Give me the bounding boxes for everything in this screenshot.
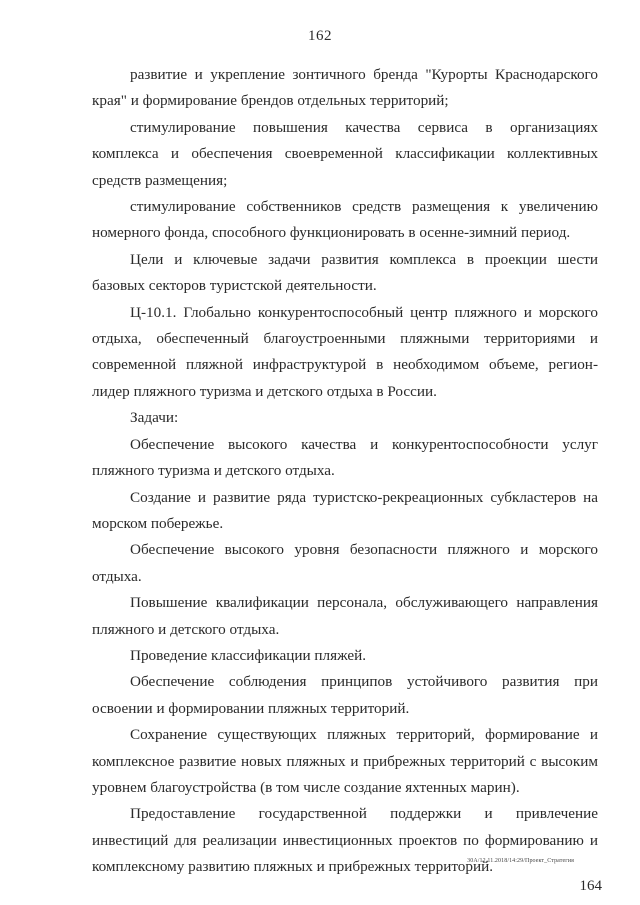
paragraph-service-quality: стимулирование повышения качества сервиса в организациях комплекса и обеспечения своевременной классификации коллективных средств размещения; <box>92 118 598 189</box>
paragraph-task-beach-territories: Сохранение существующих пляжных территорий, формирование и комплексное развитие новых пляжных и прибрежных территорий с высоким уровнем благоустройства (в том числе создание яхтенных марин). <box>92 726 598 796</box>
paragraph-task-subclusters: Создание и развитие ряда туристско-рекреационных субкластеров на морском побережье. <box>92 488 598 532</box>
paragraph-task-sustainability: Обеспечение соблюдения принципов устойчивого развития при освоении и формировании пляжных территорий. <box>92 673 598 717</box>
paragraph-task-staff: Повышение квалификации персонала, обслуживающего направления пляжного и детского отдыха. <box>92 594 598 638</box>
paragraph-task-safety: Обеспечение высокого уровня безопасности пляжного и морского отдыха. <box>92 541 598 585</box>
footer-stamp: 30А/12.11.2018/14:29/Проект_Стратегия <box>467 858 574 864</box>
paragraph-task-classification: Проведение классификации пляжей. <box>130 646 367 664</box>
page-number-bottom: 164 <box>579 878 602 894</box>
paragraph-room-fund: стимулирование собственников средств размещения к увеличению номерного фонда, способного функционировать в осенне-зимний период. <box>92 198 598 242</box>
document-body <box>92 62 598 881</box>
paragraph-task-investment: Предоставление государственной поддержки и привлечение инвестиций для реализации инвестиционных проектов по формированию и комплексному развитию пляжных и прибрежных территорий. <box>92 805 598 876</box>
paragraph-tasks-heading: Задачи: <box>130 409 179 427</box>
paragraph-task-quality: Обеспечение высокого качества и конкурентоспособности услуг пляжного туризма и детского отдыха. <box>92 435 598 480</box>
page-number-top: 162 <box>308 28 332 44</box>
paragraph-brand-development: развитие и укрепление зонтичного бренда "Курорты Краснодарского края" и формирование брендов отдельных территорий; <box>92 66 598 110</box>
paragraph-goals-intro: Цели и ключевые задачи развития комплекса в проекции шести базовых секторов туристской деятельности. <box>92 250 598 295</box>
paragraph-goal-c10-1: Ц-10.1. Глобально конкурентоспособный центр пляжного и морского отдыха, обеспеченный благоустроенными пляжными территориями и современной пляжной инфраструктурой в необходимом объеме, регион-лидер пляжного туризма и детского отдыха в России. <box>92 303 598 400</box>
